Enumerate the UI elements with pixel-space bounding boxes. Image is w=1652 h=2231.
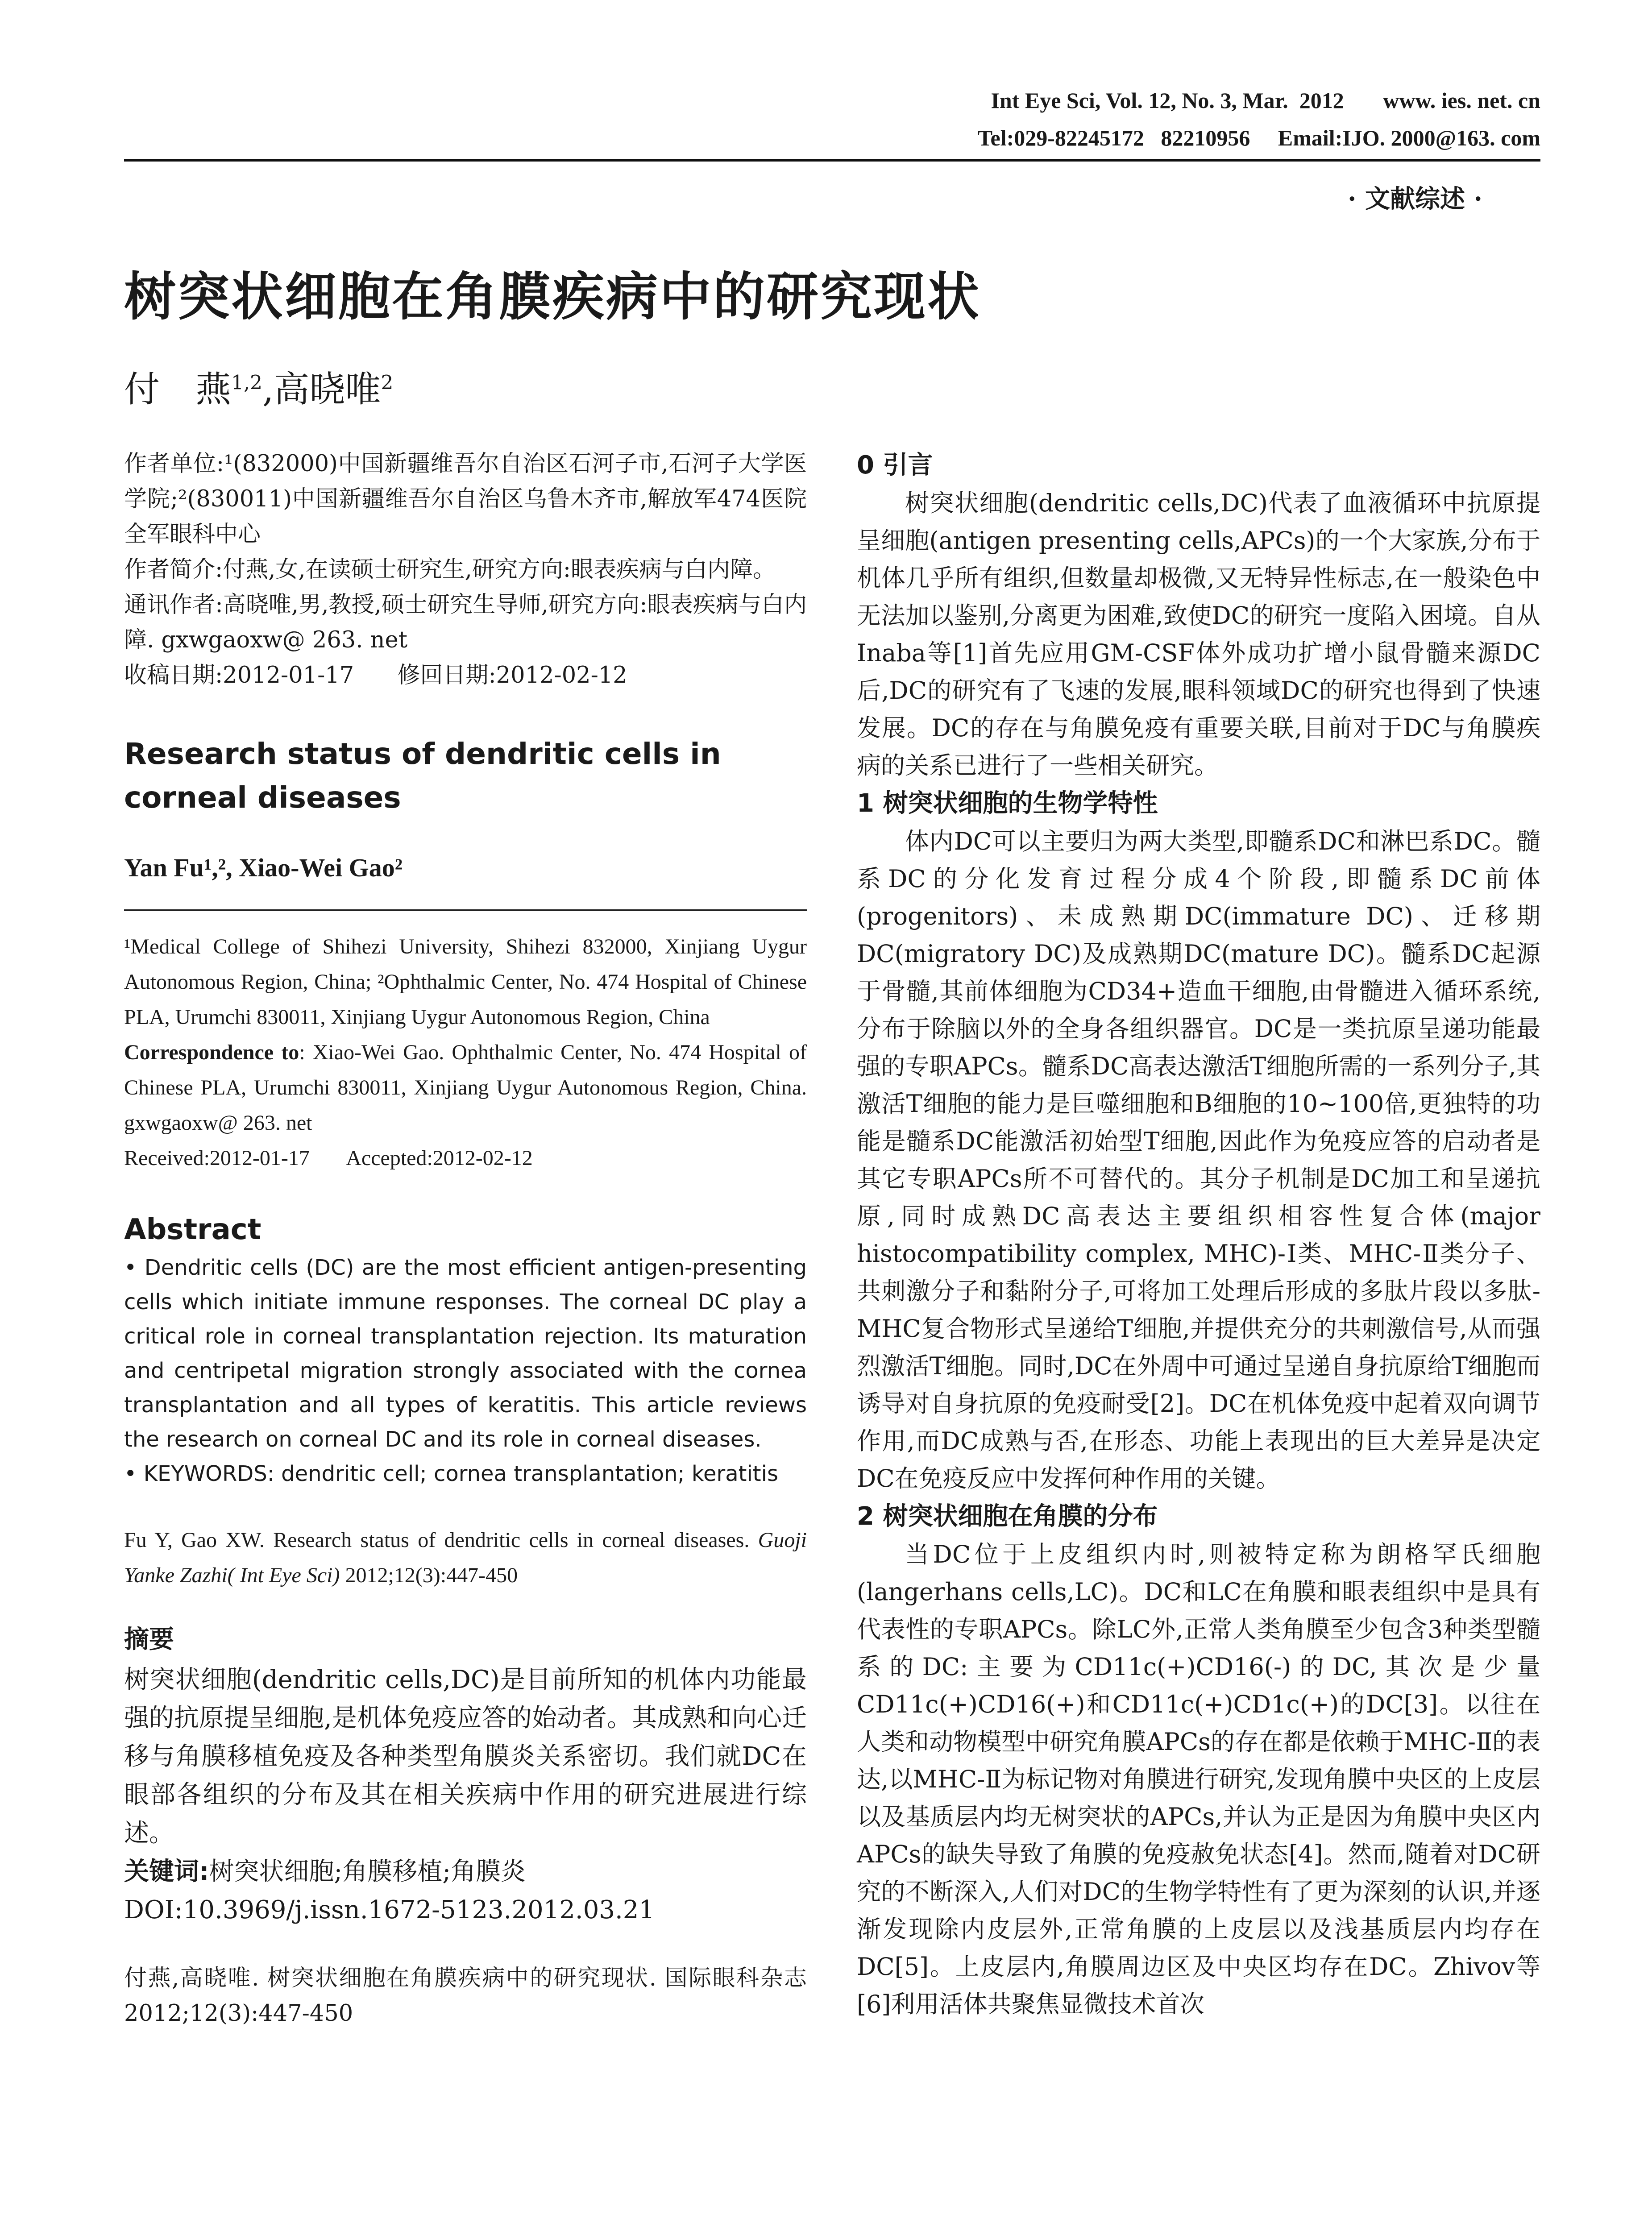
author-name-2: 高晓唯	[274, 369, 381, 410]
chinese-keywords	[124, 1853, 807, 1891]
author-separator: ,	[262, 369, 274, 410]
correspondence	[124, 1035, 807, 1140]
section-body-distribution: 当DC位于上皮组织内时,则被特定称为朗格罕氏细胞(langerhans cells,LC)。DC和LC在角膜和眼表组织中是具有代表性的专职APCs。除LC外,正常人类角膜至少包含3种类型髓系的DC:主要为CD11c(+)CD16(-)的DC,其次是少量CD11c(+)CD16(+)和CD11c(+)CD1c(+)的DC[3]。以往在人类和动物模型中研究角膜APCs的存在都是依赖于MHC-Ⅱ的表达,以MHC-Ⅱ为标记物对角膜进行研究,发现角膜中央区的上皮层以及基质层内均无树突状的APCs,并认为正是因为角膜中央区内APCs的缺失导致了角膜的免疫赦免状态[4]。然而,随着对DC研究的不断深入,人们对DC的生物学特性有了更为深刻的认识,并逐渐发现除内皮层外,正常角膜的上皮层以及浅基质层内均存在DC[5]。上皮层内,角膜周边区及中央区均存在DC。Zhivov等[6]利用活体共聚焦显微技术首次	[857, 1540, 1540, 2018]
correspondence-label: Correspondence to	[124, 1041, 299, 1064]
section-body-intro: 树突状细胞(dendritic cells,DC)代表了血液循环中抗原提呈细胞(antigen presenting cells,APCs)的一个大家族,分布于机体几乎所有组织,但数量却极微,又无特异性标志,在一般染色中无法加以鉴别,分离更为困难,致使DC的研究一度陷入困境。自从Inaba等[1]首先应用GM-CSF体外成功扩增小鼠骨髓来源DC后,DC的研究有了飞速的发展,眼科领域DC的研究也得到了快速发展。DC的存在与角膜免疫有重要关联,目前对于DC与角膜疾病的关系已进行了一些相关研究。	[857, 489, 1540, 780]
citation-en-journal: Guoji Yanke Zazhi( Int Eye Sci)	[124, 1528, 807, 1587]
author-line	[124, 361, 393, 412]
left-rule	[124, 909, 807, 911]
chinese-abstract-text: 树突状细胞(dendritic cells,DC)是目前所知的机体内功能最强的抗原提呈细胞,是机体免疫应答的始动者。其成熟和向心迁移与角膜移植免疫及各种类型角膜炎关系密切。我们就DC在眼部各组织的分布及其在相关疾病中作用的研究进展进行综述。	[124, 1665, 807, 1848]
correspondence-text: : Xiao-Wei Gao. Ophthalmic Center, No. 474 Hospital of Chinese PLA, Urumchi 830011, Xinjiang Uygur Autonomous Region, China. gxwgaoxw@ 263. net	[124, 1041, 807, 1135]
received-dates: Received:2012-01-17 Accepted:2012-02-12	[124, 1146, 533, 1170]
section-heading-intro: 0 引言	[857, 451, 933, 480]
corresponding-author: 通讯作者:高晓唯,男,教授,硕士研究生导师,研究方向:眼表疾病与白内障. gxwgaoxw@ 263. net	[124, 592, 807, 653]
author-info-block	[124, 446, 807, 693]
doi: DOI:10.3969/j.issn.1672-5123.2012.03.21	[124, 1895, 655, 1924]
section-heading-biology: 1 树突状细胞的生物学特性	[857, 789, 1158, 818]
header-rule	[124, 159, 1540, 162]
left-column	[124, 446, 807, 2031]
section-body-biology: 体内DC可以主要归为两大类型,即髓系DC和淋巴系DC。髓系DC的分化发育过程分成4个阶段,即髓系DC前体(progenitors)、未成熟期DC(immature DC)、迁移期DC(migratory DC)及成熟期DC(mature DC)。髓系DC起源于骨髓,其前体细胞为CD34+造血干细胞,由骨髓进入循环系统,分布于除脑以外的全身各组织器官。DC是一类抗原呈递功能最强的专职APCs。髓系DC高表达激活T细胞所需的一系列分子,其激活T细胞的能力是巨噬细胞和B细胞的10~100倍,更独特的功能是髓系DC能激活初始型T细胞,因此作为免疫应答的启动者是其它专职APCs所不可替代的。其分子机制是DC加工和呈递抗原,同时成熟DC高表达主要组织相容性复合体(major histocompatibility complex, MHC)-Ⅰ类、MHC-Ⅱ类分子、共刺激分子和黏附分子,可将加工处理后形成的多肽片段以多肽-MHC复合物形式呈递给T细胞,并提供充分的共刺激信号,从而强烈激活T细胞。同时,DC在外周中可通过呈递自身抗原给T细胞而诱导对自身抗原的免疫耐受[2]。DC在机体免疫中起着双向调节作用,而DC成熟与否,在形态、功能上表现出的巨大差异是决定DC在免疫反应中发挥何种作用的关键。	[857, 827, 1540, 1493]
author-unit: 作者单位:¹(832000)中国新疆维吾尔自治区石河子市,石河子大学医学院;²(830011)中国新疆维吾尔自治区乌鲁木齐市,解放军474医院全军眼科中心	[124, 451, 807, 547]
author-affil-sup-1: 1,2	[231, 371, 262, 394]
author-bio: 作者简介:付燕,女,在读硕士研究生,研究方向:眼表疾病与白内障。	[124, 556, 776, 583]
chinese-keywords-text: 树突状细胞;角膜移植;角膜炎	[209, 1857, 526, 1886]
author-name-1: 付 燕	[124, 369, 231, 410]
abstract-keywords: • KEYWORDS: dendritic cell; cornea transplantation; keratitis	[124, 1461, 778, 1486]
right-column	[857, 446, 1540, 2023]
journal-header-line: Int Eye Sci, Vol. 12, No. 3, Mar. 2012 www. ies. net. cn	[991, 88, 1540, 113]
citation-en-pre: Fu Y, Gao XW. Research status of dendritic cells in corneal diseases.	[124, 1528, 758, 1552]
english-authors: Yan Fu¹,², Xiao-Wei Gao²	[124, 853, 403, 882]
citation-en-post: 2012;12(3):447-450	[340, 1563, 518, 1587]
receipt-dates: 收稿日期:2012-01-17 修回日期:2012-02-12	[124, 662, 627, 688]
article-title: 树突状细胞在角膜疾病中的研究现状	[124, 267, 981, 327]
abstract-text: • Dendritic cells (DC) are the most efficient antigen-presenting cells which initiate immune responses. The corneal DC play a critical role in corneal transplantation rejection. Its maturation and centripetal migration strongly associated with the cornea transplantation and all types of keratitis. This article reviews the research on corneal DC and its role in corneal diseases.	[124, 1255, 807, 1452]
chinese-keywords-label: 关键词:	[124, 1857, 209, 1886]
chinese-citation: 付燕,高晓唯. 树突状细胞在角膜疾病中的研究现状. 国际眼科杂志 2012;12(3):447-450	[124, 1965, 807, 2027]
section-tag: · 文献综述 ·	[1348, 184, 1482, 214]
contact-header-line: Tel:029-82245172 82210956 Email:IJO. 2000@163. com	[977, 125, 1540, 150]
section-heading-distribution: 2 树突状细胞在角膜的分布	[857, 1502, 1158, 1531]
chinese-abstract-heading: 摘要	[124, 1625, 174, 1654]
author-affil-sup-2: 2	[381, 371, 394, 394]
english-title: Research status of dendritic cells in corneal diseases	[124, 737, 721, 815]
abstract-body	[124, 1251, 807, 1491]
abstract-heading: Abstract	[124, 1213, 261, 1246]
english-affiliation-block	[124, 929, 807, 1176]
chinese-abstract-body	[124, 1661, 807, 1929]
english-citation	[124, 1522, 807, 1593]
english-affiliation: ¹Medical College of Shihezi University, Shihezi 832000, Xinjiang Uygur Autonomous Region, China; ²Ophthalmic Center, No. 474 Hospital of Chinese PLA, Urumchi 830011, Xinjiang Uygur Autonomous Region, China	[124, 935, 807, 1029]
